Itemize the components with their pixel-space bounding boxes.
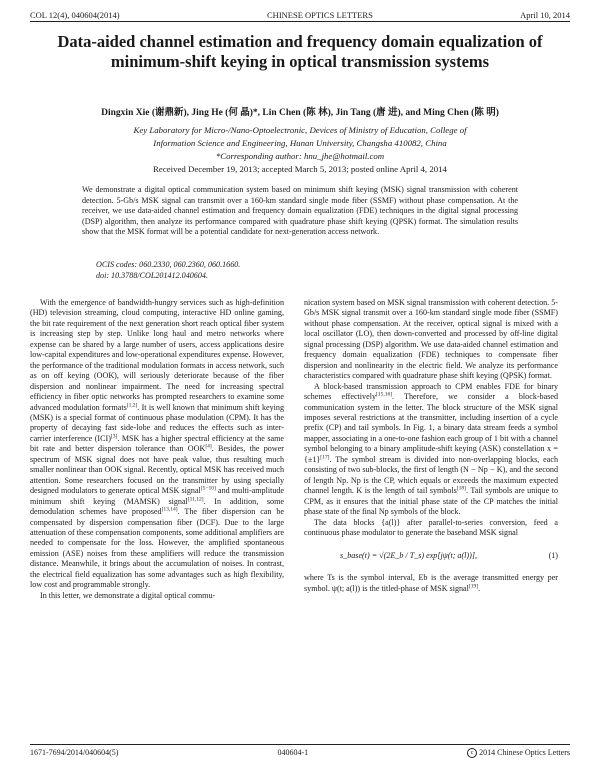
left-column (30, 298, 284, 601)
citation[interactable]: [15,16] (376, 391, 393, 398)
author-list: Dingxin Xie (谢鼎新), Jing He (何 晶)*, Lin Chen (陈 林), Jin Tang (唐 进), and Ming Chen (陈 明) (101, 108, 499, 118)
body-text: . Therefore, we consider a block-based communication system in the letter. The block structure of the MSK signal imposes several restrictions at the transmitter, including insertion of a cycle prefix (CP) and tail symbols. In Fig. 1, a binary data stream feeds a symbol mapper, associating in a one-to-one fashion each group of 1 bit with a channel symbol belonging to a binary amplitude-shift keying (ASK) constellation x = {±1} (304, 392, 558, 464)
affiliation-line-1: Key Laboratory for Micro-/Nano-Optoelectronic, Devices of Ministry of Education, College of (133, 125, 467, 135)
copyright (467, 748, 570, 758)
citation[interactable]: [17] (320, 454, 330, 461)
received-dates: Received December 19, 2013; accepted March 5, 2013; posted online April 4, 2014 (153, 164, 447, 174)
paragraph (304, 573, 558, 594)
equation-body: s_base(t) = √(2E_b / T_s) exp[jψ(t; a(l))], (340, 551, 477, 561)
right-column (304, 298, 558, 594)
issn: 1671-7694/2014/040604(5) (30, 748, 119, 757)
equation-number: (1) (548, 551, 558, 561)
body-text: . Tail symbols are unique to CPM, as it ensures that the initial phase state of the CP matches the initial phase state of the final Np symbols of the block. (304, 486, 558, 517)
issue-date: April 10, 2014 (520, 10, 570, 20)
journal-name: CHINESE OPTICS LETTERS (267, 10, 373, 20)
doi: doi: 10.3788/COL201412.040604. (96, 271, 208, 280)
paragraph (304, 382, 558, 518)
affiliation-line-2: Information Science and Engineering, Hunan University, Changsha 410082, China (153, 138, 447, 148)
body-text: and multi-amplitude minimum shift keying (MAMSK) signal (30, 486, 285, 506)
running-header (30, 6, 570, 20)
body-text: With the emergence of bandwidth-hungry services such as high-definition (HD) television streaming, cloud computing, interactive HD online gaming, the bit rate requirement of the next generation short reach optical fiber system is increasing step by step. Unlike long haul and metro networks where expense can be shared by a large number of users, access applications desire low-capital expenditures and low-operational expenditures expense. However, the performance of the traditional modulation formats in access network, such as on off keying (OOK), will seriously deteriorate because of the fiber dispersion and nonlinear impairment. The need for increasing spectral efficiency in fiber optic networks has prompted researchers to examine some advanced modulation formats (30, 298, 284, 412)
body-text: . It is well known that minimum shift keying (MSK) is a special format of continuous phase modulation (CPM). It has the property of decaying fast side-lobe and reduces the effects such as inter-carrier interference (ICI) (30, 402, 284, 443)
equation-1 (340, 543, 558, 569)
citation[interactable]: [4] (205, 443, 212, 450)
citation[interactable]: [1,2] (126, 401, 138, 408)
body-text: . MSK has a higher spectral efficiency at the same bit rate and better dispersion tolerance than OOK (30, 433, 284, 454)
body-text: . (478, 583, 481, 593)
citation[interactable]: [18] (456, 485, 466, 492)
abstract: We demonstrate a digital optical communication system based on minimum shift keying (MSK) signal transmission with coherent detection. 5-Gb/s MSK signal can transmit over a 160-km standard single mode fiber (SSMF) without phase compensation. At the receiver, we use data-aided channel estimation and frequency domain equalization (FDE) techniques in the digital signal processing (DSP) algorithm, then analyze its performance compared with quadrature phase shift keying (QPSK) format. The simulation results show that the MSK format will be a potential candidate for next-generation access network. (82, 185, 518, 237)
copyright-text: 2014 Chinese Optics Letters (479, 748, 570, 757)
paper-title: Data-aided channel estimation and frequency domain equalization of minimum-shift keying in optical transmission systems (57, 32, 543, 71)
paragraph: nication system based on MSK signal transmission with coherent detection. 5-Gb/s MSK signal transmit over a 160-km standard single mode fiber (SSMF) without phase compensation. At the receiver, optical signal is mixed with a local oscillator (LO), then down-converted and processed by off-line digital signal processing (DSP) algorithm. We use data-aided channel estimation and frequency domain equalization (FDE) techniques to compensate fiber dispersion and nonlinearity in the electric field. We analyze its performance characteristics compared with quadrature phase shift keying (QPSK) format. (304, 298, 558, 381)
body-text: A block-based transmission approach to CPM enables FDE for binary schemes effectively (304, 381, 558, 402)
footer-rule (30, 744, 570, 745)
copyright-icon: c (467, 748, 477, 758)
ocis-codes: OCIS codes: 060.2330, 060.2360, 060.1660. (96, 260, 241, 269)
citation[interactable]: [11,12] (187, 495, 204, 502)
journal-ref: COL 12(4), 040604(2014) (30, 10, 120, 20)
body-text: . In addition, some demodulation schemes have proposed (30, 496, 284, 517)
corresponding-author: *Corresponding author: hnu_jhe@hotmail.com (215, 151, 385, 161)
affiliation-block (60, 124, 540, 176)
citation[interactable]: [5−10] (200, 485, 216, 492)
body-text: where Ts is the symbol interval, Eb is the average transmitted energy per symbol. ψ(t; a(l)) is the titled-phase of MSK signal (304, 573, 558, 593)
page-footer (30, 748, 570, 758)
intro-paragraph (30, 298, 284, 591)
citation[interactable]: [3] (110, 433, 118, 440)
citation[interactable]: [13,14] (161, 506, 178, 513)
body-text: . The fiber dispersion can be compensated by dispersion compensation fiber (DCF). Due to the large attenuation of these compensation components, some additional amplifiers are needed to compensate for the loss. However, the amplified spontaneous emission (ASE) noises from these amplifiers will reduce the transmission distance. Meanwhile, it brings about the accumulation of noises. In contrast, the electrical field equalization has some advantages such as high flexibility, low cost and programmable strongly. (30, 507, 284, 590)
header-rule (30, 21, 570, 22)
page-number: 040604-1 (277, 748, 309, 757)
body-text: . Besides, the power spectrum of MSK signal does not have peak value, thus resulting much smaller nonlinear than OOK signal. Recently, optical MSK has received much attention. Some researchers focused on the transmitter by using specially designed modulators to generate optical MSK signal (30, 444, 284, 496)
paragraph: The data blocks {a(l)} after parallel-to-series conversion, feed a continuous phase modulator to generate the baseband MSK signal (304, 517, 558, 537)
citation[interactable]: [19] (468, 583, 479, 590)
body-text: . The symbol stream is divided into non-overlapping blocks, each consisting of two sub-blocks, the first of length (N − Np − K), and the second of length Np. Np is the CP, which equals or exceeds the maximum expected channel length. K is the length of tail symbols (304, 454, 558, 496)
paragraph: In this letter, we demonstrate a digital optical commu- (40, 590, 216, 600)
